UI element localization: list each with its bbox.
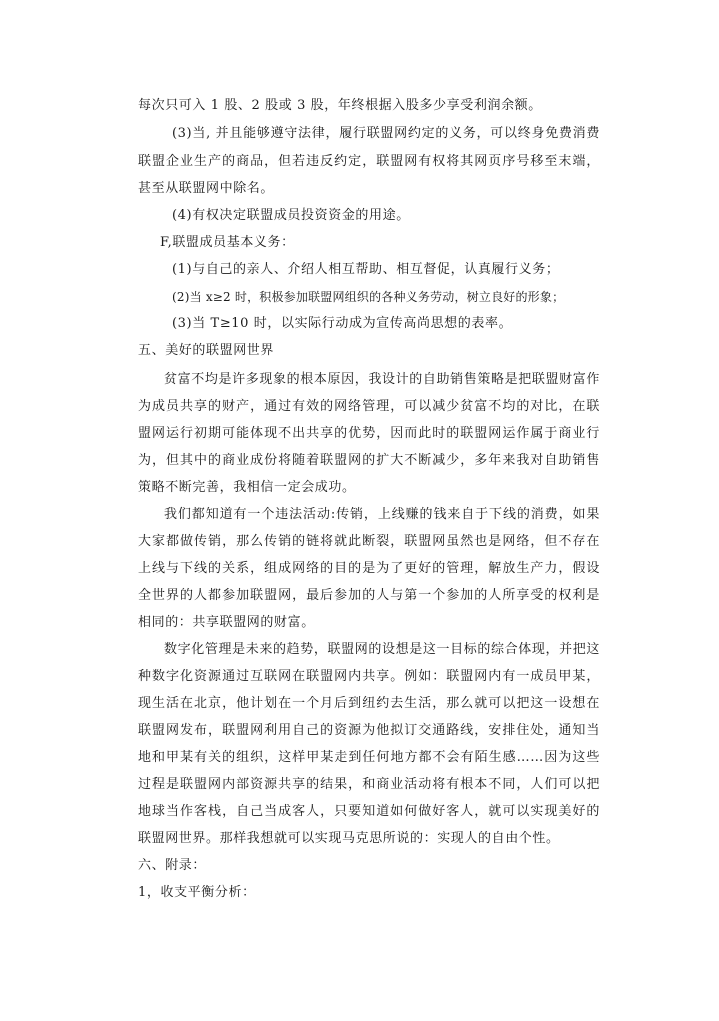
text-line: 联盟网发布，联盟网利用自己的资源为他拟订交通路线，安排住处，通知当 (138, 723, 600, 738)
text-line: 上线与下线的关系，组成网络的目的是为了更好的管理，解放生产力，假设 (138, 561, 600, 576)
text-line: 全世界的人都参加联盟网，最后参加的人与第一个参加的人所享受的权利是 (138, 588, 600, 603)
text-line: 联盟企业生产的商品，但若违反约定，联盟网有权将其网页序号移至末端， (138, 154, 600, 169)
text-line: 联盟网世界。那样我想就可以实现马克思所说的：实现人的自由个性。 (138, 831, 560, 846)
text-line: 每次只可入 1 股、2 股或 3 股，年终根据入股多少享受利润余额。 (138, 98, 542, 113)
text-line: 过程是联盟网内部资源共享的结果，和商业活动将有根本不同，人们可以把 (138, 777, 600, 792)
text-line: 种数字化资源通过互联网在联盟网内共享。例如：联盟网内有一成员甲某， (138, 669, 600, 684)
text-line: 甚至从联盟网中除名。 (138, 181, 275, 196)
text-line: 相同的：共享联盟网的财富。 (138, 615, 315, 630)
text-line: 现生活在北京，他计划在一个月后到纽约去生活，那么就可以把这一设想在 (138, 696, 600, 711)
text-line: (3)当 T≥10 时，以实际行动成为宣传高尚思想的表率。 (172, 316, 513, 331)
text-line: 贫富不均是许多现象的根本原因，我设计的自助销售策略是把联盟财富作 (164, 372, 600, 387)
text-line: (3)当, 并且能够遵守法律，履行联盟网约定的义务，可以终身免费消费 (172, 126, 600, 141)
text-line: 地和甲某有关的组织，这样甲某走到任何地方都不会有陌生感……因为这些 (138, 750, 600, 765)
text-line: 数字化管理是未来的趋势，联盟网的设想是这一目标的综合体现，并把这 (164, 642, 600, 657)
text-line: 地球当作客栈，自己当成客人，只要知道如何做好客人，就可以实现美好的 (138, 804, 600, 819)
text-line: 我们都知道有一个违法活动:传销，上线赚的钱来自于下线的消费，如果 (164, 507, 600, 522)
text-line: (4)有权决定联盟成员投资资金的用途。 (172, 208, 410, 223)
text-line: 盟网运行初期可能体现不出共享的优势，因而此时的联盟网运作属于商业行 (138, 426, 600, 441)
text-line: (2)当 x≥2 时，积极参加联盟网组织的各种义务劳动，树立良好的形象； (172, 290, 565, 304)
list-heading: F,联盟成员基本义务： (160, 235, 295, 250)
text-line: (1)与自己的亲人、介绍人相互帮助、相互督促，认真履行义务； (172, 262, 560, 277)
section-heading: 六、附录： (138, 858, 207, 873)
text-line: 为成员共享的财产，通过有效的网络管理，可以减少贫富不均的对比，在联 (138, 399, 600, 414)
text-line: 策略不断完善，我相信一定会成功。 (138, 480, 356, 495)
text-line: 大家都做传销，那么传销的链将就此断裂，联盟网虽然也是网络，但不存在 (138, 534, 600, 549)
subsection-heading: 1，收支平衡分析： (138, 885, 256, 900)
text-line: 为，但其中的商业成份将随着联盟网的扩大不断减少，多年来我对自助销售 (138, 453, 600, 468)
section-heading: 五、美好的联盟网世界 (138, 343, 275, 358)
